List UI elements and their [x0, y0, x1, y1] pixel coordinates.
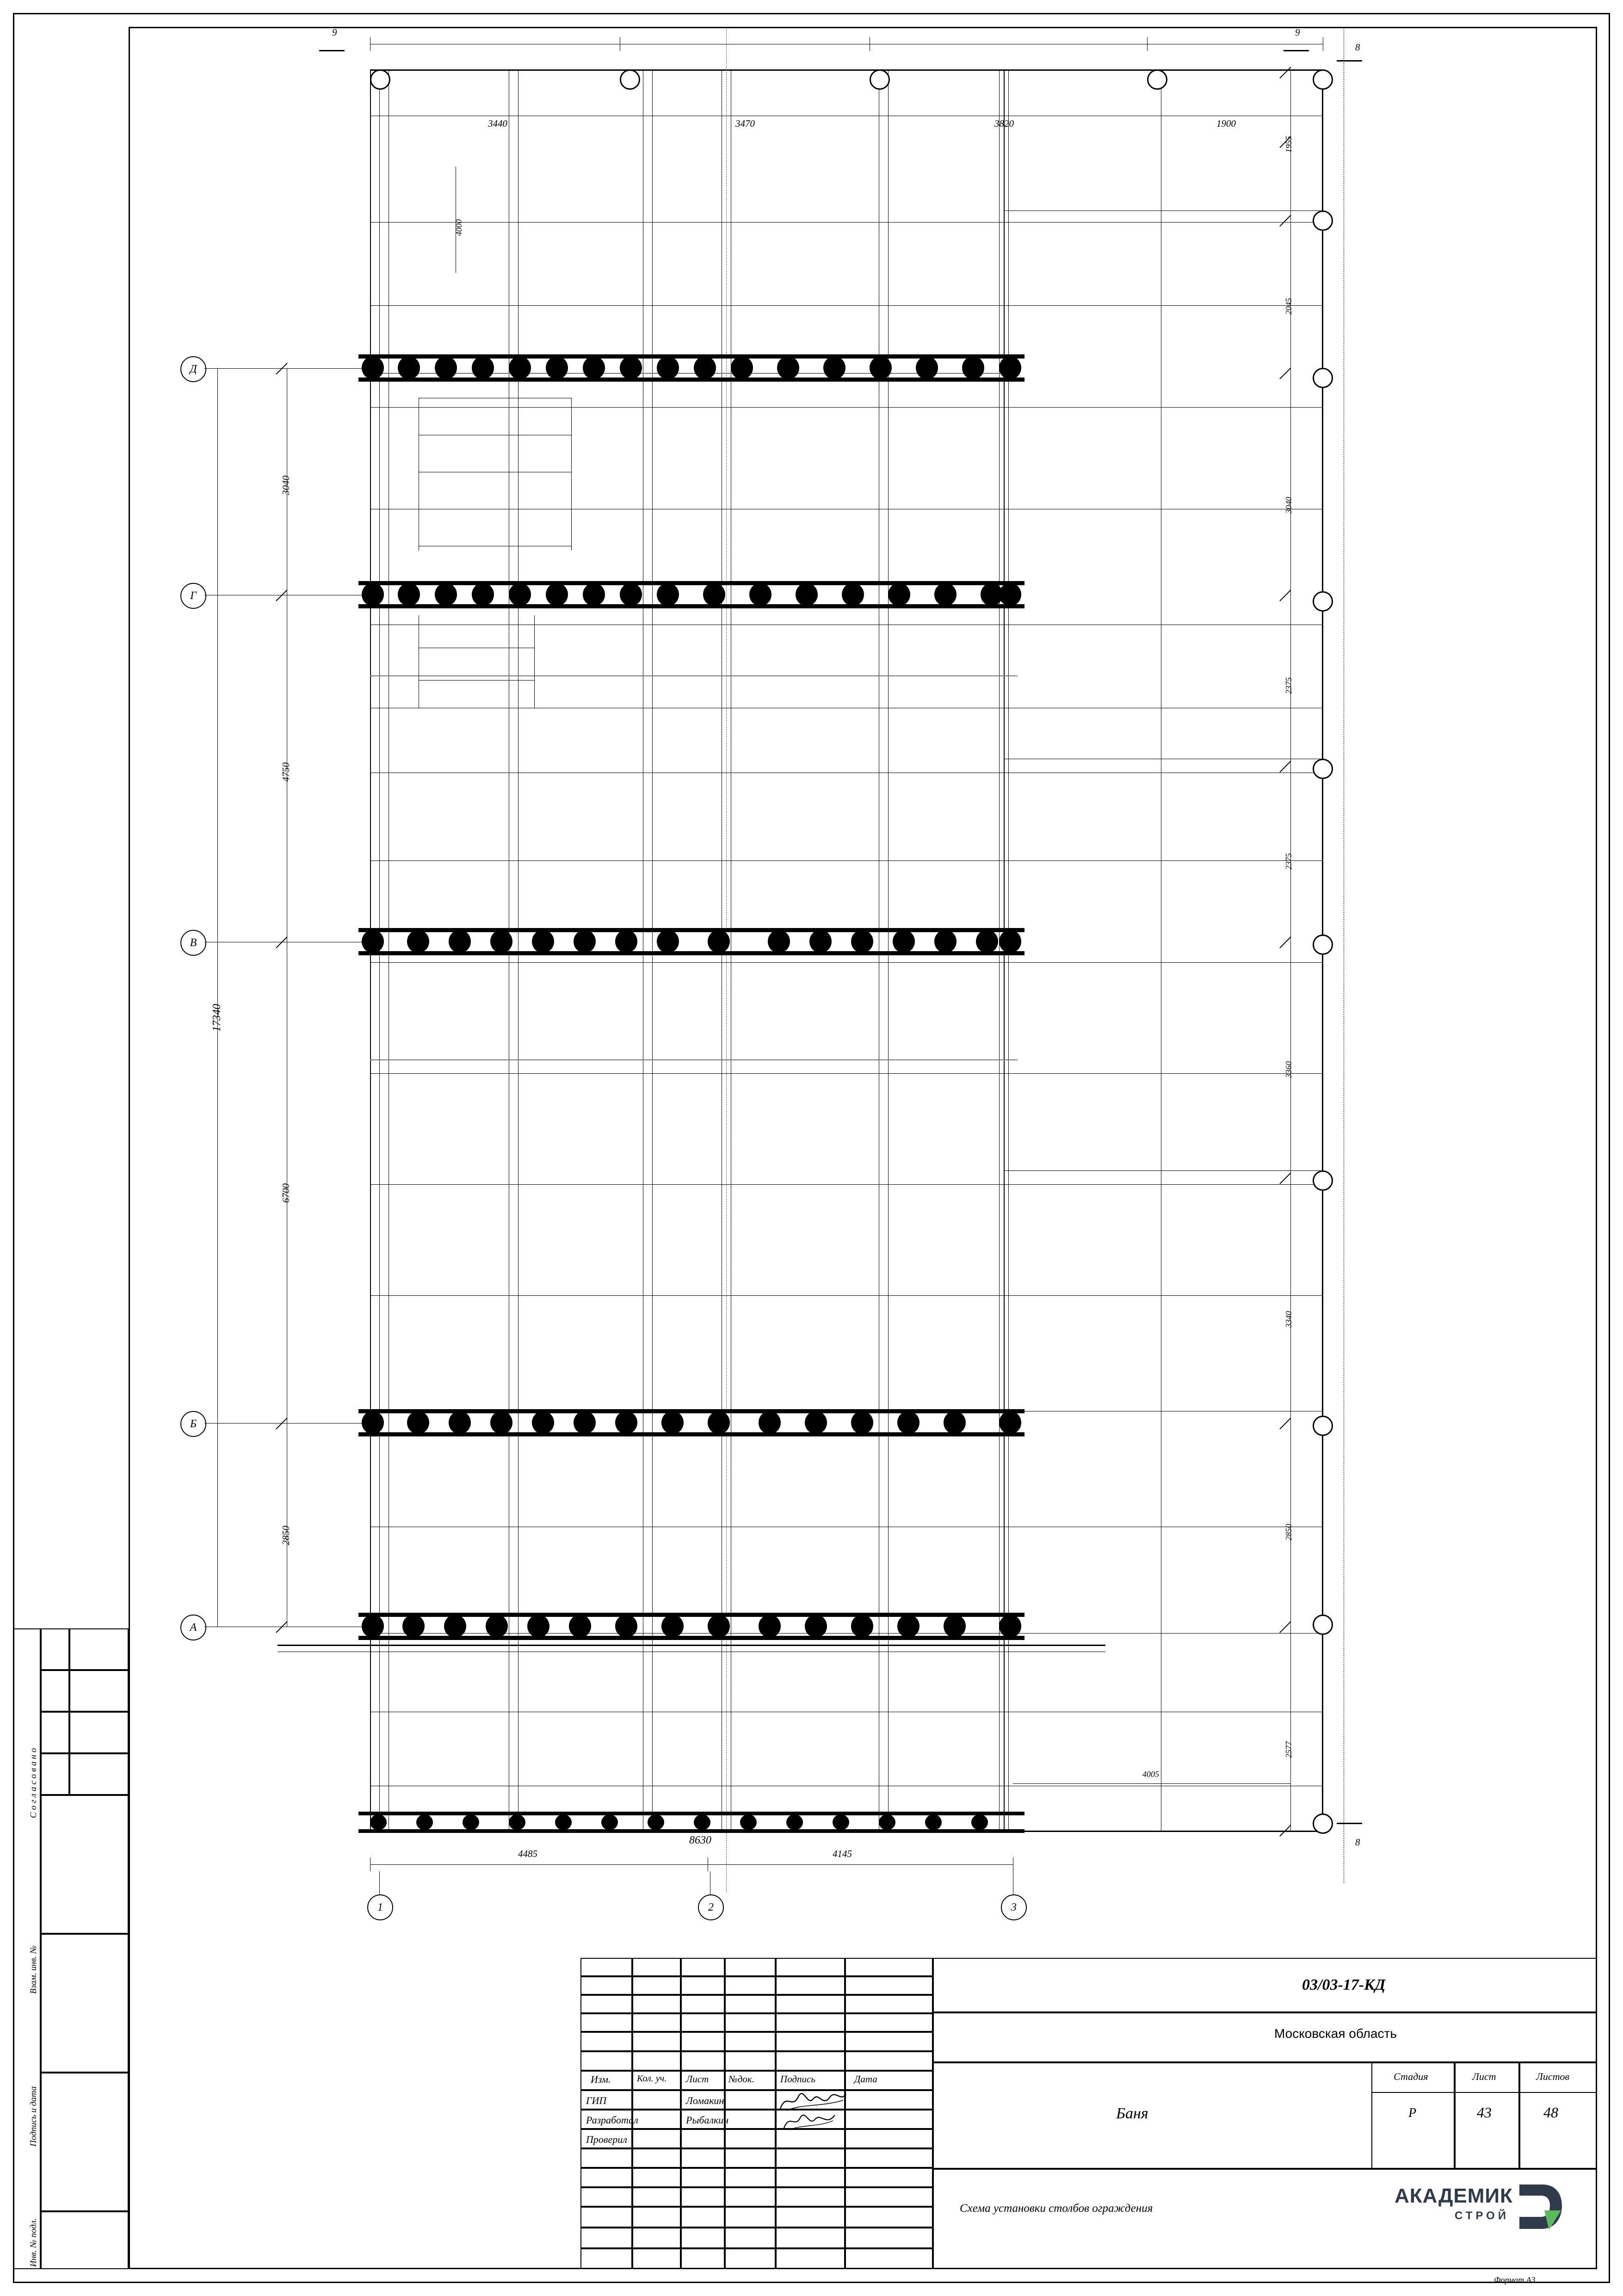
- stamp-label-vzam: Взам. инв. №: [29, 1945, 38, 1994]
- role-razrabotal-name: Рыбалкин: [686, 2114, 729, 2126]
- dim-right-1: 1955: [1284, 136, 1293, 153]
- node-marker: [1313, 591, 1333, 612]
- sheet-border-inner: [129, 27, 1597, 2269]
- axis-marker-d: Д: [180, 356, 206, 382]
- dim-right-6: 3360: [1284, 1061, 1293, 1078]
- node-marker: [1313, 210, 1333, 231]
- object-name: Баня: [1116, 2105, 1148, 2122]
- node-marker: [1313, 1416, 1333, 1436]
- stage-value: Р: [1408, 2106, 1417, 2120]
- node-marker: [1313, 759, 1333, 779]
- title-block: [580, 1958, 1597, 2269]
- logo-text-main: АКАДЕМИК: [1395, 2185, 1513, 2207]
- dim-right-5: 2375: [1284, 853, 1293, 870]
- dim-top-3: 3820: [994, 118, 1014, 129]
- dim-right-3: 3040: [1284, 497, 1293, 514]
- dim-top-2: 3470: [735, 118, 755, 129]
- node-marker: [1313, 69, 1333, 90]
- dim-top-1: 3440: [488, 118, 507, 129]
- node-marker: [1313, 1170, 1333, 1191]
- rev-header-podpis: Подпись: [780, 2073, 815, 2085]
- dim-right-4: 2375: [1284, 677, 1293, 694]
- dim-right-8: 2850: [1284, 1524, 1293, 1541]
- rev-header-ndok: №док.: [728, 2073, 754, 2085]
- dim-right-7: 3340: [1284, 1311, 1293, 1328]
- dim-bottom-1: 4485: [518, 1848, 537, 1859]
- role-gip-name: Ломакин: [686, 2095, 724, 2106]
- list-value: 43: [1477, 2104, 1492, 2121]
- rev-header-data: Дата: [854, 2073, 877, 2085]
- dim-left-total: 17340: [211, 1004, 223, 1032]
- axis-marker-1: 1: [367, 1894, 393, 1920]
- rev-header-kol: Кол. уч.: [637, 2073, 667, 2084]
- stamp-label-podpis-data: Подпись и дата: [29, 2086, 38, 2147]
- node-marker: [370, 69, 390, 90]
- drawing-name: Схема установки столбов ограждения: [960, 2202, 1153, 2215]
- dim-bottom-3: 4145: [833, 1848, 852, 1859]
- company-logo: [1395, 2185, 1513, 2222]
- section-mark-9-left: 9: [332, 27, 337, 38]
- dim-top-4: 1900: [1216, 118, 1236, 129]
- node-marker: [1313, 368, 1333, 388]
- dim-right-2: 2045: [1284, 298, 1293, 315]
- axis-marker-v: В: [180, 930, 206, 956]
- dim-inner-4000: 4000: [454, 219, 463, 236]
- dim-right-9: 2577: [1284, 1741, 1293, 1758]
- dim-left-3: 6700: [280, 1183, 291, 1203]
- dim-inner-4005: 4005: [1142, 1770, 1159, 1779]
- role-proveril: Проверил: [586, 2134, 627, 2145]
- role-gip: ГИП: [586, 2095, 607, 2106]
- node-marker: [1313, 1615, 1333, 1635]
- node-marker: [1313, 1813, 1333, 1834]
- signature-gip-icon: [778, 2088, 848, 2112]
- role-razrabotal: Разработал: [586, 2114, 638, 2126]
- logo-text-sub: СТРОЙ: [1455, 2209, 1510, 2222]
- node-marker: [620, 69, 640, 90]
- format-note: Формат А3: [1494, 2275, 1536, 2284]
- node-marker: [870, 69, 890, 90]
- dim-bottom-2: 8630: [689, 1834, 711, 1846]
- list-header: Лист: [1472, 2071, 1496, 2082]
- axis-marker-3: 3: [1001, 1894, 1027, 1920]
- section-mark-8-bottom: 8: [1355, 1837, 1360, 1848]
- dim-left-4: 2850: [280, 1526, 291, 1545]
- signature-razrabotal-icon: [782, 2110, 838, 2132]
- node-marker: [1313, 934, 1333, 955]
- stamp-label-inv: Инв. № подл.: [29, 2218, 38, 2267]
- section-mark-8-top: 8: [1355, 42, 1360, 53]
- dim-left-1: 3040: [280, 476, 291, 495]
- axis-marker-b: Б: [180, 1411, 206, 1437]
- section-mark-9-right: 9: [1295, 27, 1300, 38]
- rev-header-list: Лист: [686, 2073, 709, 2085]
- dim-left-2: 4750: [280, 762, 291, 782]
- region-name: Московская область: [1274, 2026, 1397, 2041]
- listov-header: Листов: [1536, 2071, 1570, 2082]
- logo-mark-icon: [1516, 2182, 1564, 2232]
- stamp-label-soglasovano: Согласовано: [29, 1745, 38, 1818]
- axis-marker-a: А: [180, 1615, 206, 1640]
- doc-code: 03/03-17-КД: [1302, 1976, 1386, 1993]
- rev-header-izm: Изм.: [591, 2073, 611, 2085]
- axis-marker-2: 2: [698, 1894, 724, 1920]
- stage-header: Стадия: [1394, 2071, 1428, 2082]
- node-marker: [1147, 69, 1167, 90]
- axis-marker-g: Г: [180, 583, 206, 609]
- listov-value: 48: [1543, 2104, 1558, 2121]
